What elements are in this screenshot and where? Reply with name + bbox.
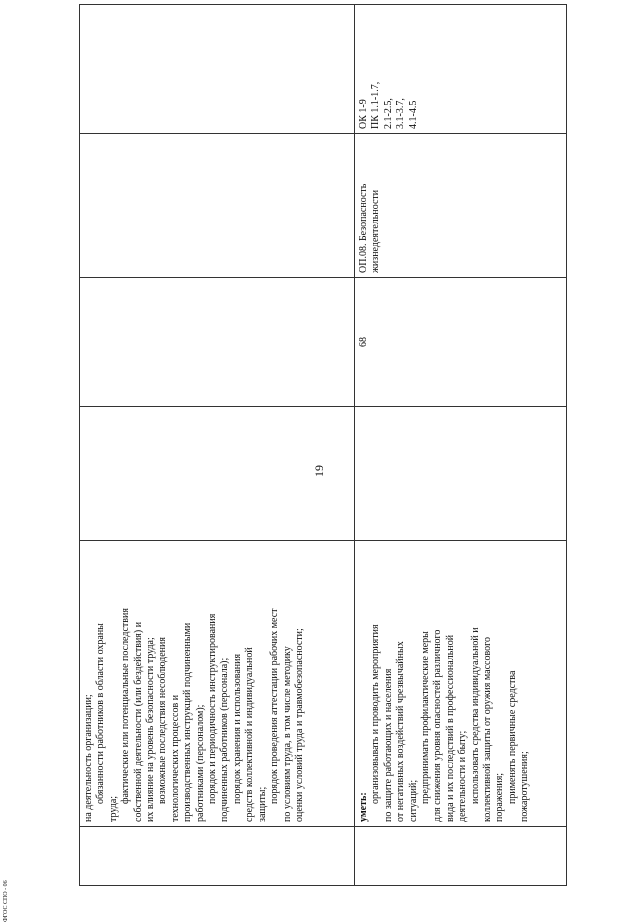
- text-line: ситуаций;: [407, 779, 419, 822]
- text-line: труда;: [107, 795, 119, 822]
- text-line: работниками (персоналом);: [194, 704, 206, 822]
- text-line: по условиям труда, в том числе методику: [281, 646, 293, 822]
- competency-item: 2.1-2.5,: [382, 98, 394, 129]
- competency-item: 4.1-4.5: [407, 100, 419, 129]
- text-line: на деятельность организации;: [83, 694, 94, 822]
- competency-item: 3.1-3.7,: [395, 98, 407, 129]
- text-line: использовать средства индивидуальной и: [469, 627, 481, 804]
- text-line: технологических процессов и: [169, 694, 181, 822]
- text-line: защиты;: [256, 786, 268, 822]
- discipline-cell: ОП.08. Безопасность жизнедеятельности: [355, 134, 567, 278]
- hours-cell: 68: [355, 278, 567, 407]
- text-line: для снижения уровня опасностей различного: [432, 629, 444, 822]
- text-line: подчиненных работников (персонала);: [219, 657, 231, 822]
- max-hours-cell: [80, 407, 355, 541]
- skills-heading: уметь:: [358, 792, 369, 822]
- competency-item: ОК 1-9: [358, 99, 369, 129]
- text-line: поражения;: [494, 772, 506, 822]
- page-number: 19: [312, 465, 326, 477]
- text-line: фактические или потенциальные последствия: [120, 608, 132, 804]
- text-line: предпринимать профилактические меры: [420, 631, 432, 804]
- text-line: порядок и периодичность инструктирования: [207, 613, 219, 804]
- text-line: возможные последствия несоблюдения: [157, 637, 169, 804]
- text-line: их влияние на уровень безопасности труда;: [145, 637, 157, 822]
- skills-cell: [355, 541, 567, 827]
- text-line: обязанности работников в области охраны: [95, 623, 107, 804]
- text-line: деятельности и быту;: [457, 730, 469, 822]
- text-line: вида и их последствий в профессиональной: [444, 634, 456, 822]
- text-line: по защите работающих и населения: [382, 668, 394, 822]
- table-row-skills: [355, 5, 567, 886]
- rotated-table-sheet: [79, 59, 557, 886]
- text-line: применять первичные средства: [506, 670, 518, 804]
- text-line: пожаротушения;: [519, 751, 531, 822]
- text-line: производственных инструкций подчиненными: [182, 622, 194, 822]
- max-hours-cell: [355, 407, 567, 541]
- competency-cell: [80, 5, 355, 134]
- table-row-knowledge: [80, 5, 355, 886]
- text-line: оценки условий труда и травмобезопасности;: [293, 628, 305, 822]
- knowledge-cell: [80, 541, 355, 827]
- discipline-cell: [80, 134, 355, 278]
- text-line: собственной деятельности (или бездействия) и: [132, 621, 144, 822]
- curriculum-table: [79, 4, 567, 886]
- text-line: организовывать и проводить мероприятия: [370, 624, 382, 804]
- competency-cell: [355, 5, 567, 134]
- index-cell: [355, 827, 567, 886]
- text-line: средств коллективной и индивидуальной: [244, 647, 256, 822]
- text-line: коллективной защиты от оружия массового: [482, 637, 494, 822]
- index-cell: [80, 827, 355, 886]
- competency-item: ПК 1.1-1.7,: [370, 81, 382, 129]
- text-line: порядок проведения аттестации рабочих мест: [269, 608, 281, 804]
- hours-cell: [80, 278, 355, 407]
- text-line: от негативных воздействий чрезвычайных: [395, 641, 407, 822]
- footer-code: ФГОС СПО - 06: [3, 880, 9, 922]
- text-line: порядок хранения и использования: [231, 653, 243, 804]
